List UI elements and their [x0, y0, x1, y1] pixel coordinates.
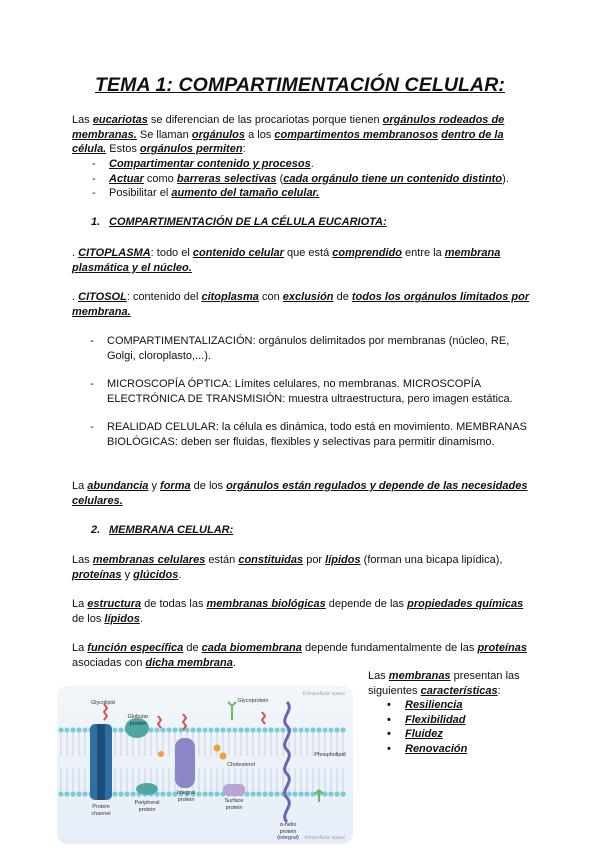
- lipid-head: [202, 791, 207, 796]
- characteristics-box: [368, 669, 538, 757]
- lipid-head: [298, 791, 303, 796]
- lipid-head: [256, 727, 261, 732]
- lipid-head: [166, 727, 171, 732]
- lipid-head: [238, 727, 243, 732]
- cholesterol-label: Cholesterol: [227, 762, 255, 768]
- lipid-head: [262, 727, 267, 732]
- lipid-head: [196, 727, 201, 732]
- glycan-chain: [315, 790, 323, 802]
- list-item: - Posibilitar el aumento del tamaño celular.: [72, 186, 532, 201]
- lipid-head: [244, 727, 249, 732]
- protein-channel-label: Protein channel: [91, 804, 111, 817]
- lipid-head: [64, 727, 69, 732]
- membrane-diagram-svg: [57, 686, 353, 844]
- cholesterol-shape: [220, 753, 227, 760]
- lipid-head: [274, 791, 279, 796]
- lipid-head: [160, 727, 165, 732]
- lipid-head: [112, 727, 117, 732]
- glycoprotein-label: Glycoprotein: [237, 698, 269, 704]
- lipid-head: [58, 791, 63, 796]
- alpha-helix-shape: [285, 702, 290, 822]
- cholesterol-shape: [214, 745, 221, 752]
- lipid-head: [232, 727, 237, 732]
- lipid-head: [268, 791, 273, 796]
- peripheral-protein-label: Peripheral protein: [134, 800, 160, 813]
- characteristics-intro: Las membranas presentan las siguientes características:: [368, 670, 520, 697]
- lipid-head: [76, 727, 81, 732]
- lipid-head: [292, 727, 297, 732]
- membranas-paragraph: Las membranas celulares están constituidas por lípidos (forman una bicapa lipídica), proteínas y glúcidos.: [72, 554, 503, 581]
- lipid-head: [178, 727, 183, 732]
- lipid-head: [322, 791, 327, 796]
- lipid-head: [310, 791, 315, 796]
- extracellular-label: Extracellular space: [302, 691, 345, 697]
- glycan-chain: [158, 716, 161, 728]
- page-title: TEMA 1: COMPARTIMENTACIÓN CELULAR:: [95, 74, 505, 96]
- lipid-head: [322, 727, 327, 732]
- protein-channel-pore: [97, 724, 105, 800]
- lipid-head: [250, 791, 255, 796]
- lipid-head: [328, 791, 333, 796]
- lipid-head: [250, 727, 255, 732]
- lipid-head: [340, 791, 345, 796]
- list-item: - Actuar como barreras selectivas (cada orgánulo tiene un contenido distinto).: [72, 172, 532, 187]
- cholesterol-shape: [158, 751, 164, 757]
- lipid-head: [226, 727, 231, 732]
- peripheral-protein-shape: [136, 783, 158, 795]
- glycan-chain: [183, 714, 186, 730]
- characteristic-item: • Renovación: [368, 742, 538, 757]
- intro-paragraph: Las eucariotas se diferencian de las procariotas porque tienen orgánulos rodeados de membranas. Se llaman orgánulos a los compartimentos membranosos dentro de la célula. Estos orgánulos permiten:: [72, 114, 505, 156]
- citoplasma-paragraph: . CITOPLASMA: todo el contenido celular que está comprendido entre la membrana plasmática y el núcleo.: [72, 247, 501, 274]
- lipid-head: [148, 727, 153, 732]
- lipid-head: [340, 727, 345, 732]
- lipid-head: [190, 727, 195, 732]
- bullet-compartimentalizacion: - COMPARTIMENTALIZACIÓN: orgánulos delimitados por membranas (núcleo, RE, Golgi, cloroplasto,...).: [90, 335, 510, 362]
- lipid-head: [274, 727, 279, 732]
- globular-protein-label: Globular protein: [127, 714, 149, 727]
- characteristic-item: • Fluidez: [368, 727, 538, 742]
- lipid-head: [214, 727, 219, 732]
- lipid-head: [70, 791, 75, 796]
- lipid-head: [118, 727, 123, 732]
- section-heading-2: 2. MEMBRANA CELULAR:: [91, 524, 234, 536]
- bullet-microscopia: - MICROSCOPÍA ÓPTICA: Límites celulares, no membranas. MICROSCOPÍA ELECTRÓNICA DE TRANSMISIÓN: muestra ultraestructura, pero imagen estática.: [90, 378, 513, 405]
- lipid-head: [298, 727, 303, 732]
- lipid-head: [244, 791, 249, 796]
- surface-protein-label: Surface protein: [224, 798, 244, 811]
- lipid-head: [208, 727, 213, 732]
- lipid-head: [334, 791, 339, 796]
- lipid-head: [112, 791, 117, 796]
- lipid-head: [334, 727, 339, 732]
- lipid-head: [292, 791, 297, 796]
- surface-protein-shape: [223, 784, 245, 796]
- estructura-paragraph: La estructura de todas las membranas biológicas depende de las propiedades químicas de los lípidos.: [72, 598, 524, 625]
- bullet-realidad-celular: - REALIDAD CELULAR: la célula es dinámica, todo está en movimiento. MEMBRANAS BIOLÓGICAS: deben ser fluidas, flexibles y selectivas para permitir dinamismo.: [90, 421, 528, 448]
- organelle-functions-list: [72, 157, 532, 201]
- abundancia-paragraph: La abundancia y forma de los orgánulos están regulados y depende de las necesidades celulares.: [72, 480, 528, 507]
- lipid-head: [286, 791, 291, 796]
- lipid-head: [220, 727, 225, 732]
- lipid-head: [70, 727, 75, 732]
- lipid-head: [130, 791, 135, 796]
- lipid-head: [328, 727, 333, 732]
- lipid-head: [58, 727, 63, 732]
- section-heading-1: 1. COMPARTIMENTACIÓN DE LA CÉLULA EUCARIOTA:: [91, 216, 387, 228]
- glycoprotein-chain: [228, 702, 236, 720]
- glycolipid-label: Glycolipid: [91, 700, 115, 706]
- citosol-paragraph: . CITOSOL: contenido del citoplasma con exclusión de todos los orgánulos limitados por membrana.: [72, 291, 530, 318]
- lipid-head: [304, 791, 309, 796]
- characteristic-item: • Resiliencia: [368, 698, 538, 713]
- lipid-head: [82, 791, 87, 796]
- lipid-head: [214, 791, 219, 796]
- integral-protein-label: Integral protein: [176, 790, 196, 803]
- characteristic-item: • Flexibilidad: [368, 713, 538, 728]
- glycan-chain: [262, 712, 265, 724]
- lipid-head: [82, 727, 87, 732]
- lipid-head: [76, 791, 81, 796]
- lipid-head: [154, 727, 159, 732]
- lipid-head: [268, 727, 273, 732]
- intracellular-label: Intracellular space: [304, 835, 345, 841]
- lipid-head: [160, 791, 165, 796]
- list-item: - Compartimentar contenido y procesos.: [72, 157, 532, 172]
- lipid-head: [208, 791, 213, 796]
- lipid-head: [202, 727, 207, 732]
- lipid-head: [304, 727, 309, 732]
- lipid-head: [124, 791, 129, 796]
- lipid-head: [310, 727, 315, 732]
- funcion-paragraph: La función específica de cada biomembrana depende fundamentalmente de las proteínas asociadas con dicha membrana.: [72, 642, 527, 669]
- integral-protein-shape: [175, 738, 195, 788]
- lipid-head: [118, 791, 123, 796]
- lipid-head: [172, 727, 177, 732]
- lipid-head: [280, 727, 285, 732]
- lipid-head: [316, 727, 321, 732]
- lipid-head: [262, 791, 267, 796]
- phospholipid-label: Phospholipid: [314, 752, 346, 758]
- lipid-head: [64, 791, 69, 796]
- alpha-helix-label: α-helix protein (integral): [277, 822, 299, 841]
- lipid-head: [256, 791, 261, 796]
- membrane-diagram: [57, 686, 353, 844]
